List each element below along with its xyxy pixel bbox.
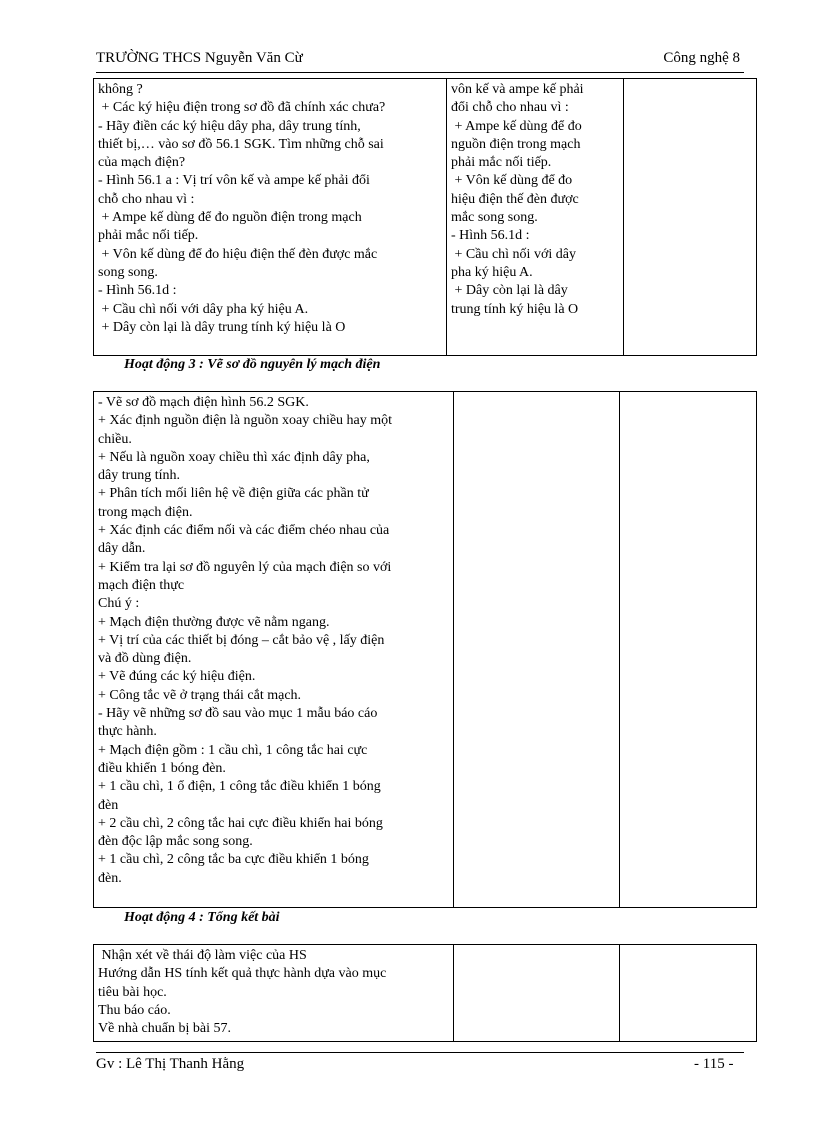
- text-line: + Dây còn lại là dây: [451, 283, 568, 299]
- text-line: vôn kế và ampe kế phải: [451, 82, 584, 97]
- text-line: Về nhà chuẩn bị bài 57.: [98, 1021, 231, 1037]
- text-line: - Hãy điền các ký hiệu dây pha, dây trung tính,: [98, 118, 361, 134]
- text-line: tiêu bài học.: [98, 984, 167, 1000]
- text-line: phải mắc nối tiếp.: [98, 228, 199, 244]
- text-line: dây dẫn.: [98, 541, 146, 557]
- text-line: nguồn điện trong mạch: [451, 136, 581, 152]
- notes-cell: [624, 79, 757, 356]
- text-line: dây trung tính.: [98, 468, 181, 484]
- activity-table-1: [93, 78, 757, 356]
- text-line: Hướng dẫn HS tính kết quả thực hành dựa vào mục: [98, 966, 387, 982]
- subject-name: Công nghệ 8: [663, 50, 740, 66]
- student-activity-cell: [454, 945, 620, 1042]
- text-line: - Hình 56.1d :: [451, 228, 530, 244]
- student-activity-cell: [447, 79, 624, 356]
- text-line: + Dây còn lại là dây trung tính ký hiệu là O: [98, 319, 346, 335]
- text-line: thiết bị,… vào sơ đồ 56.1 SGK. Tìm những chỗ sai: [98, 136, 384, 152]
- text-line: + Mạch điện gồm : 1 cầu chì, 1 công tắc hai cực: [98, 742, 368, 758]
- teacher-name: Gv : Lê Thị Thanh Hằng: [96, 1056, 245, 1072]
- text-line: hiệu điện thế đèn được: [451, 191, 579, 207]
- school-name: TRƯỜNG THCS Nguyễn Văn Cừ: [96, 50, 303, 66]
- text-line: + Xác định nguồn điện là nguồn xoay chiều hay một: [98, 413, 393, 429]
- text-line: + Các ký hiệu điện trong sơ đồ đã chính xác chưa?: [98, 100, 386, 116]
- page-number: - 115 -: [694, 1056, 734, 1072]
- text-line: mắc song song.: [451, 210, 538, 226]
- text-line: + Nếu là nguồn xoay chiều thì xác định dây pha,: [98, 449, 370, 465]
- text-line: đổi chỗ cho nhau vì :: [451, 100, 569, 116]
- text-line: thực hành.: [98, 724, 157, 740]
- text-line: - Vẽ sơ đồ mạch điện hình 56.2 SGK.: [98, 395, 309, 410]
- text-line: + 2 cầu chì, 2 công tắc hai cực điều khiển hai bóng: [98, 815, 383, 831]
- text-line: + Xác định các điểm nối và các điểm chéo nhau của: [98, 523, 390, 539]
- text-line: Thu báo cáo.: [98, 1002, 171, 1018]
- page-header: [96, 50, 740, 74]
- text-line: của mạch điện?: [98, 155, 186, 171]
- notes-cell: [620, 945, 757, 1042]
- text-line: Nhận xét về thái độ làm việc của HS: [98, 948, 307, 963]
- text-line: + Vôn kế dùng để đo: [451, 173, 573, 189]
- text-line: điều khiển 1 bóng đèn.: [98, 760, 226, 776]
- activity-3-heading: Hoạt động 3 : Vẽ sơ đồ nguyên lý mạch điện: [124, 357, 381, 372]
- text-line: mạch điện thực: [98, 577, 185, 593]
- text-line: + 1 cầu chì, 1 ổ điện, 1 công tắc điều khiển 1 bóng: [98, 779, 381, 795]
- text-line: trung tính ký hiệu là O: [451, 301, 579, 317]
- text-line: phải mắc nối tiếp.: [451, 155, 552, 171]
- text-line: + Phân tích mối liên hệ về điện giữa các phần tử: [98, 486, 369, 502]
- text-line: trong mạch điện.: [98, 504, 193, 520]
- activity-table-3: [93, 944, 757, 1042]
- footer-rule: [96, 1052, 744, 1053]
- text-line: song song.: [98, 264, 158, 280]
- header-rule: [96, 72, 744, 73]
- activity-table-2: [93, 391, 757, 908]
- text-line: không ?: [98, 82, 143, 97]
- text-line: + Cầu chì nối với dây pha ký hiệu A.: [98, 301, 309, 317]
- text-line: + Ampe kế dùng để đo nguồn điện trong mạch: [98, 210, 362, 226]
- text-line: và đồ dùng điện.: [98, 651, 192, 667]
- text-line: đèn: [98, 797, 119, 813]
- teacher-activity-cell: [94, 945, 454, 1042]
- text-line: pha ký hiệu A.: [451, 264, 533, 280]
- text-line: đèn.: [98, 870, 122, 886]
- activity-4-heading: Hoạt động 4 : Tổng kết bài: [124, 910, 280, 925]
- text-line: + Vôn kế dùng để đo hiệu điện thế đèn được mắc: [98, 246, 378, 262]
- text-line: + 1 cầu chì, 2 công tắc ba cực điều khiển 1 bóng: [98, 852, 369, 868]
- teacher-activity-cell: [94, 392, 454, 908]
- notes-cell: [620, 392, 757, 908]
- text-line: đèn độc lập mắc song song.: [98, 834, 253, 850]
- text-line: + Mạch điện thường được vẽ nằm ngang.: [98, 614, 330, 630]
- text-line: - Hình 56.1 a : Vị trí vôn kế và ampe kế phải đổi: [98, 173, 370, 189]
- teacher-activity-cell: [94, 79, 447, 356]
- text-line: Chú ý :: [98, 596, 140, 612]
- text-line: - Hãy vẽ những sơ đồ sau vào mục 1 mẫu báo cáo: [98, 706, 378, 722]
- text-line: chiều.: [98, 431, 132, 447]
- text-line: + Vẽ đúng các ký hiệu điện.: [98, 669, 256, 685]
- text-line: + Vị trí của các thiết bị đóng – cắt bảo vệ , lấy điện: [98, 632, 385, 648]
- text-line: + Ampe kế dùng để đo: [451, 118, 582, 134]
- text-line: + Công tắc vẽ ở trạng thái cắt mạch.: [98, 687, 302, 703]
- text-line: - Hình 56.1d :: [98, 283, 177, 299]
- student-activity-cell: [454, 392, 620, 908]
- text-line: chỗ cho nhau vì :: [98, 191, 195, 207]
- text-line: + Cầu chì nối với dây: [451, 246, 576, 262]
- text-line: + Kiểm tra lại sơ đồ nguyên lý của mạch điện so với: [98, 559, 392, 575]
